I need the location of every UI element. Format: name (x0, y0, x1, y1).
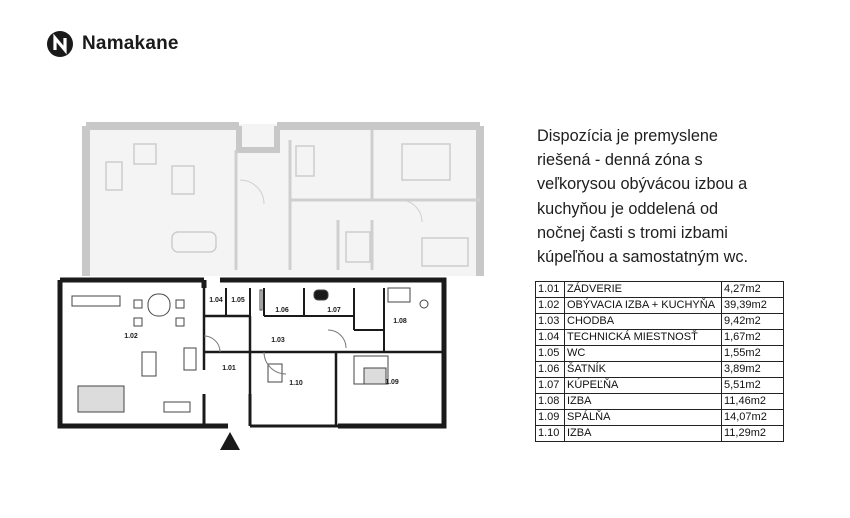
room-name: ŠATNÍK (565, 362, 722, 378)
room-id: 1.07 (536, 378, 565, 394)
table-row (536, 346, 784, 362)
room-area: 1,55m2 (722, 346, 784, 362)
brand-logo (46, 30, 179, 58)
description-line: veľkorysou obývácou izbou a (537, 175, 748, 194)
room-area: 3,89m2 (722, 362, 784, 378)
room-id: 1.01 (536, 282, 565, 298)
room-area: 11,46m2 (722, 394, 784, 410)
room-label-108: 1.08 (393, 318, 407, 325)
room-name: IZBA (565, 394, 722, 410)
layout-description (537, 124, 827, 269)
table-row (536, 410, 784, 426)
room-name: KÚPEĽŇA (565, 378, 722, 394)
room-id: 1.08 (536, 394, 565, 410)
room-area: 11,29m2 (722, 426, 784, 442)
description-line: riešená - denná zóna s (537, 151, 703, 170)
room-id: 1.03 (536, 314, 565, 330)
room-label-106: 1.06 (275, 307, 289, 314)
room-id: 1.02 (536, 298, 565, 314)
description-line: Dispozícia je premyslene (537, 127, 718, 145)
room-name: CHODBA (565, 314, 722, 330)
table-row (536, 426, 784, 442)
table-row (536, 314, 784, 330)
floor-plan (54, 120, 484, 450)
room-id: 1.09 (536, 410, 565, 426)
room-label-105: 1.05 (231, 297, 245, 304)
room-area: 9,42m2 (722, 314, 784, 330)
room-name: IZBA (565, 426, 722, 442)
room-area: 14,07m2 (722, 410, 784, 426)
room-area: 1,67m2 (722, 330, 784, 346)
description-line: nočnej časti s tromi izbami (537, 223, 728, 242)
room-label-107: 1.07 (327, 307, 341, 314)
room-label-104: 1.04 (209, 297, 223, 304)
table-row (536, 282, 784, 298)
entrance-arrow-icon (220, 432, 240, 450)
room-name: SPÁLŇA (565, 410, 722, 426)
table-row (536, 394, 784, 410)
room-area-table (535, 281, 784, 442)
room-label-109: 1.09 (385, 379, 399, 386)
namakane-logo-icon (46, 30, 74, 58)
room-area: 39,39m2 (722, 298, 784, 314)
brand-name: Namakane (82, 33, 179, 54)
room-id: 1.04 (536, 330, 565, 346)
table-row (536, 298, 784, 314)
room-label-103: 1.03 (271, 337, 285, 344)
table-row (536, 378, 784, 394)
ghost-unit (86, 124, 480, 276)
description-line: kúpeľňou a samostatným wc. (537, 248, 749, 267)
room-label-102: 1.02 (124, 333, 138, 340)
table-row (536, 362, 784, 378)
room-id: 1.10 (536, 426, 565, 442)
room-name: OBÝVACIA IZBA + KUCHYŇA (565, 298, 722, 314)
description-line: kuchyňou je oddelená od (537, 199, 719, 218)
room-name: WC (565, 346, 722, 362)
room-name: TECHNICKÁ MIESTNOSŤ (565, 330, 722, 346)
room-area: 5,51m2 (722, 378, 784, 394)
room-area: 4,27m2 (722, 282, 784, 298)
table-row (536, 330, 784, 346)
room-label-101: 1.01 (222, 365, 236, 372)
room-id: 1.06 (536, 362, 565, 378)
room-id: 1.05 (536, 346, 565, 362)
room-name: ZÁDVERIE (565, 282, 722, 298)
room-label-110: 1.10 (289, 380, 303, 387)
